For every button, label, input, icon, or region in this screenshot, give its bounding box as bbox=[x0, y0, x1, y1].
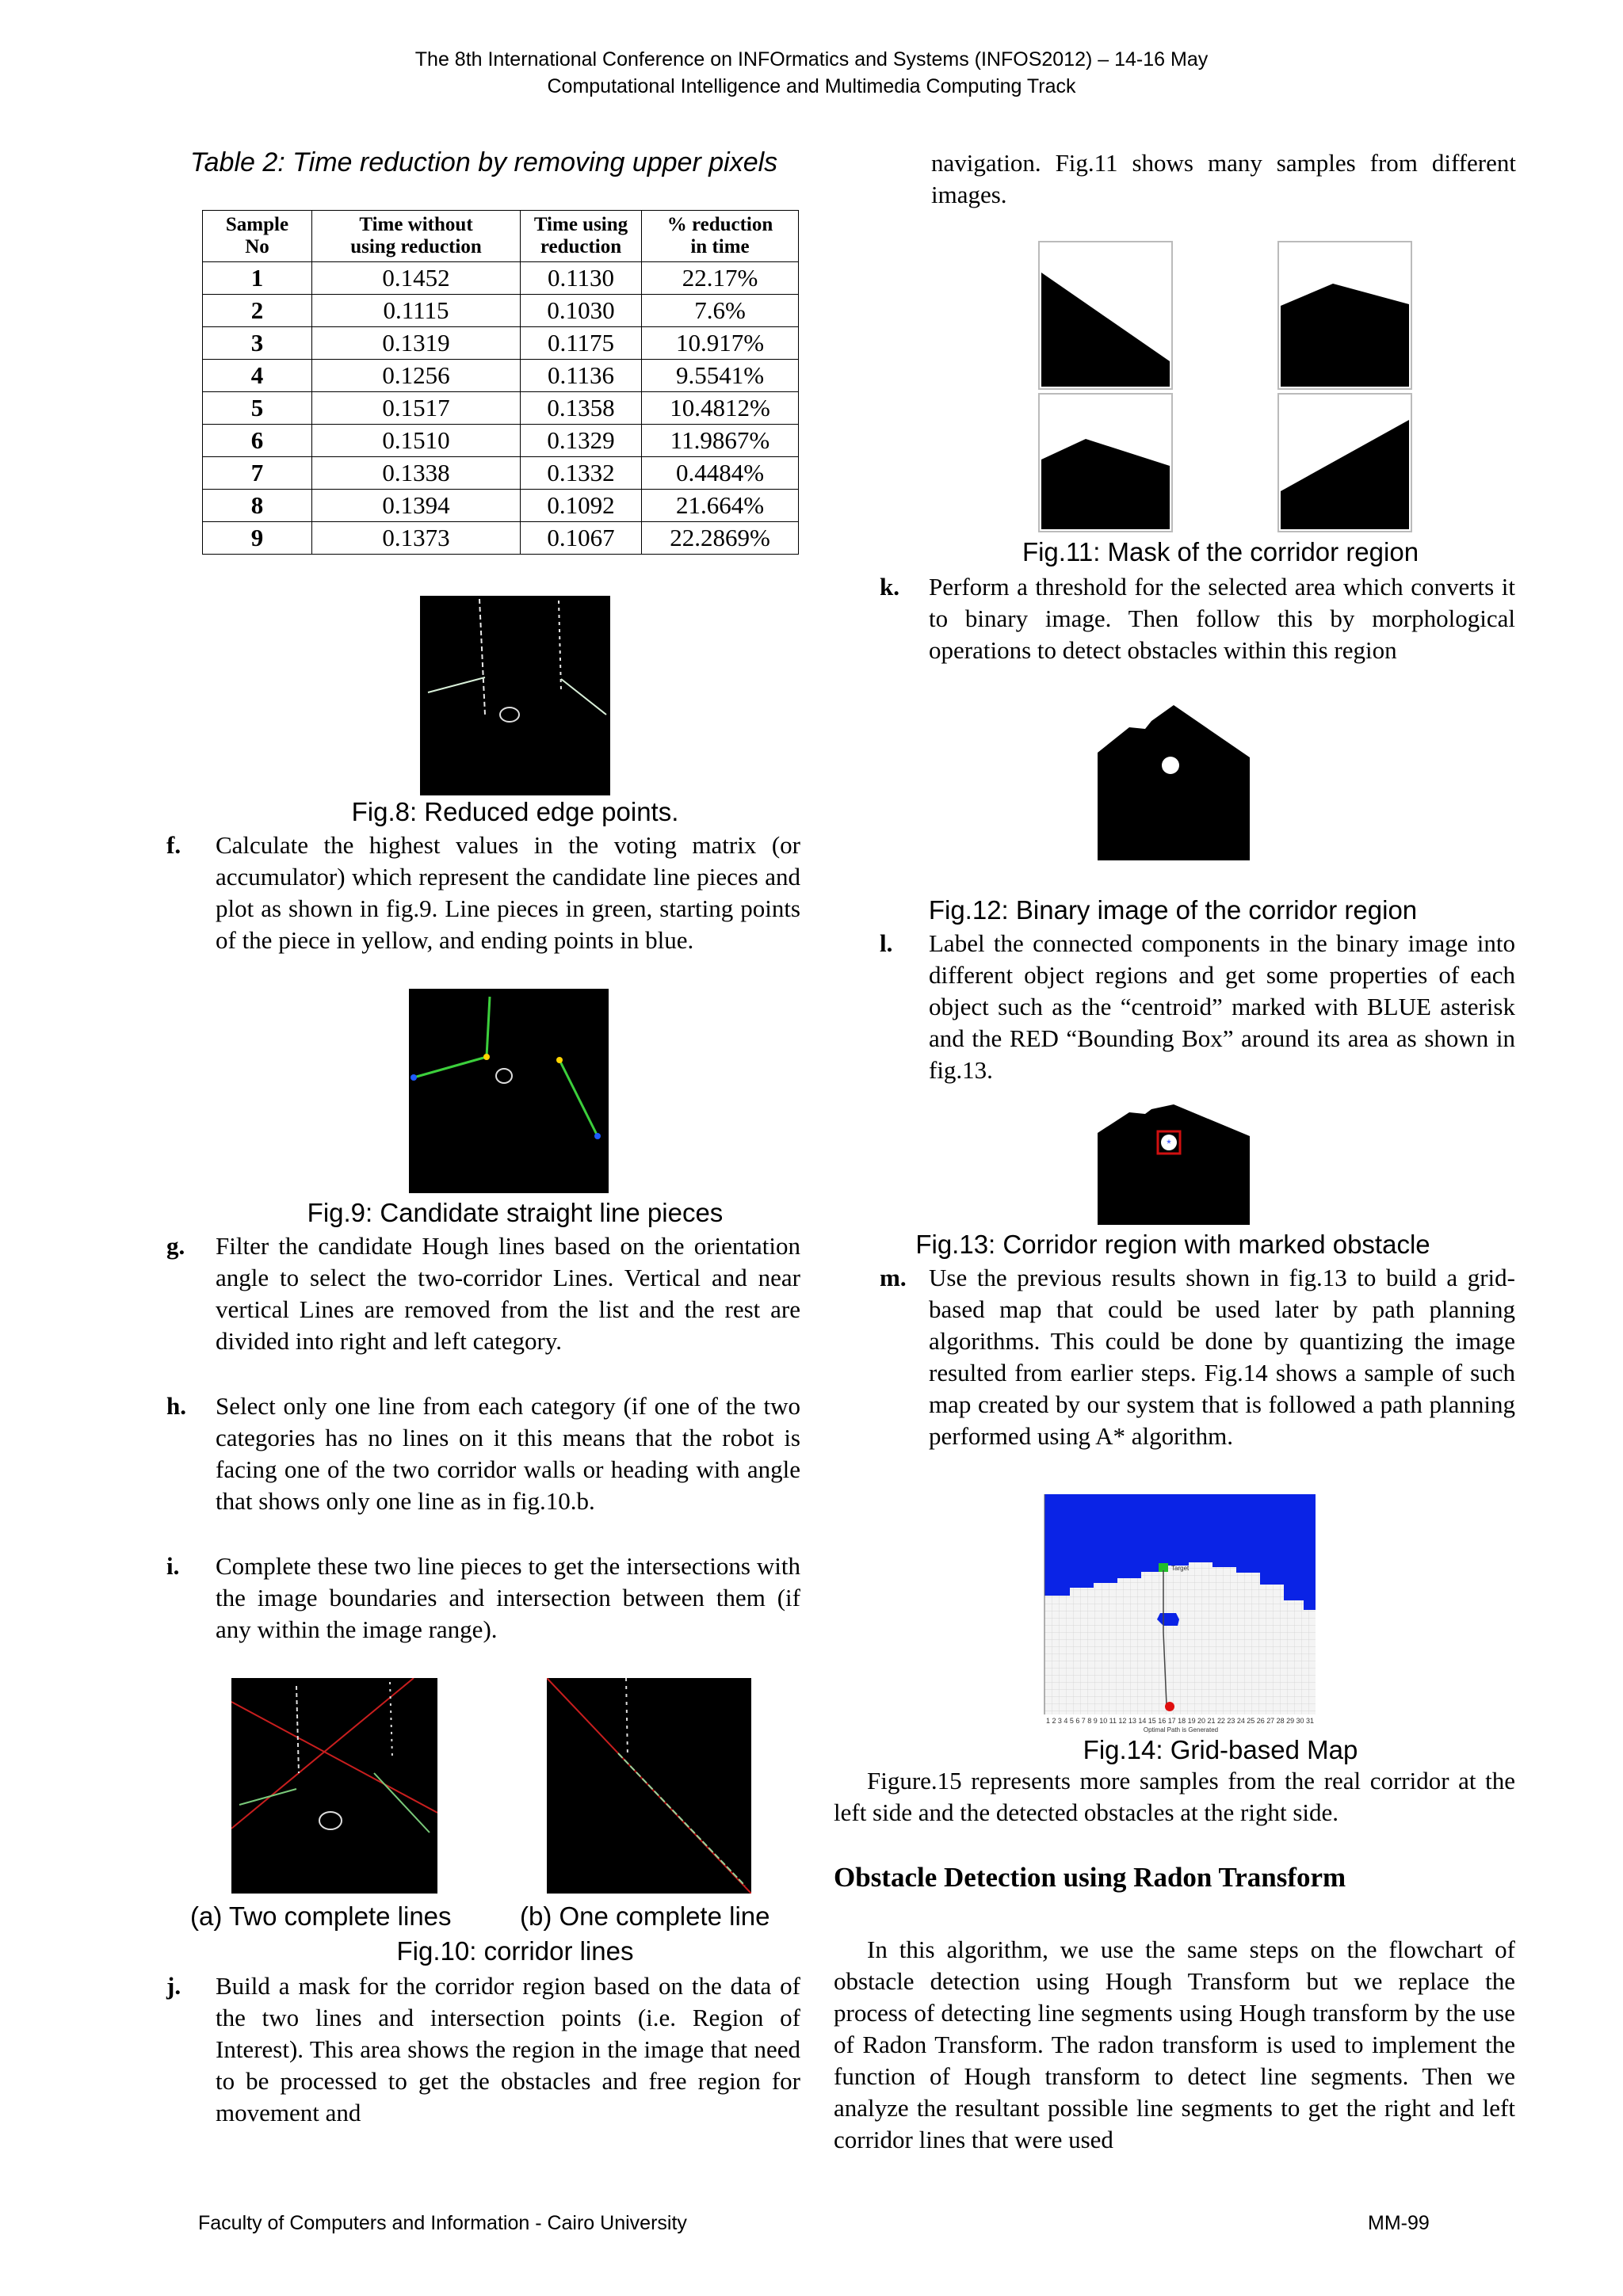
table-row bbox=[203, 490, 799, 522]
table-cell: 21.664% bbox=[642, 490, 799, 522]
fig8-edge-image bbox=[420, 596, 610, 795]
fig11-caption: Fig.11: Mask of the corridor region bbox=[1022, 537, 1419, 566]
fig9-caption: Fig.9: Candidate straight line pieces bbox=[307, 1198, 724, 1227]
table-cell: 4 bbox=[203, 360, 312, 392]
table-cell: 0.1452 bbox=[312, 262, 521, 295]
table-cell: 0.1175 bbox=[521, 327, 642, 360]
table-cell: 8 bbox=[203, 490, 312, 522]
table-row bbox=[203, 457, 799, 490]
table-cell: 0.4484% bbox=[642, 457, 799, 490]
table-cell: 1 bbox=[203, 262, 312, 295]
fig11-mask-1 bbox=[1038, 241, 1173, 390]
list-item-l: l. Label the connected components in the binary image into different object regions and get some properties of each object such as the “centroid” marked with BLUE asterisk and the RED “Bounding Box” around its area as shown in fig.13. bbox=[880, 929, 1515, 1084]
table-cell: 10.4812% bbox=[642, 392, 799, 425]
table-header-row bbox=[203, 211, 799, 262]
fig13-caption: Fig.13: Corridor region with marked obstacle bbox=[915, 1230, 1430, 1259]
table-cell: 0.1517 bbox=[312, 392, 521, 425]
fig13-marked-obstacle-image bbox=[1098, 1104, 1250, 1225]
table-cell: 22.17% bbox=[642, 262, 799, 295]
col-header-reduction: % reduction in time bbox=[642, 211, 799, 262]
right-intro-paragraph: navigation. Fig.11 shows many samples from different images. bbox=[931, 149, 1516, 208]
table-cell: 0.1136 bbox=[521, 360, 642, 392]
list-item-m: m. Use the previous results shown in fig.13 to build a grid-based map that could be used later by path planning algorithms. This could be done by quantizing the image resulted from earlier steps. Fig.14 shows a sample of such map created by our system that is followed a path planning performed using A* algorithm. bbox=[880, 1264, 1515, 1450]
fig10-caption: Fig.10: corridor lines bbox=[396, 1936, 634, 1966]
fig11-mask-4 bbox=[1277, 393, 1412, 532]
table-cell: 0.1510 bbox=[312, 425, 521, 457]
table-cell: 9.5541% bbox=[642, 360, 799, 392]
table-row bbox=[203, 360, 799, 392]
table-cell: 0.1373 bbox=[312, 522, 521, 555]
page-header bbox=[0, 46, 1623, 100]
list-item-j: j. Build a mask for the corridor region based on the data of the two lines and intersection points (i.e. Region of Interest). This area shows the region in the image that need to be processed to get the obstacles and free region for movement and bbox=[166, 1972, 800, 2126]
list-item-k: k. Perform a threshold for the selected area which converts it to binary image. Then follow this by morphological operations to detect obstacles within this region bbox=[880, 573, 1515, 664]
table-row bbox=[203, 262, 799, 295]
list-item-h: h. Select only one line from each category (if one of the two categories has no lines on it this means that the robot is facing one of the two corridor walls or heading with angle that shows only one line as in fig.10.b. bbox=[166, 1392, 800, 1515]
fig12-binary-image bbox=[1098, 705, 1250, 860]
list-item-g: g. Filter the candidate Hough lines based on the orientation angle to select the two-corridor Lines. Vertical and near vertical Lines are removed from the list and the rest are divided into right and left category. bbox=[166, 1232, 800, 1355]
fig9-line-pieces-image bbox=[409, 989, 609, 1193]
fig11-mask-2 bbox=[1277, 241, 1412, 390]
table-cell: 0.1394 bbox=[312, 490, 521, 522]
table-row bbox=[203, 522, 799, 555]
table-row bbox=[203, 327, 799, 360]
table-cell: 7.6% bbox=[642, 295, 799, 327]
conference-title: The 8th International Conference on INFOrmatics and Systems (INFOS2012) – 14-16 May bbox=[414, 48, 1209, 71]
col-header-time-without: Time without using reduction bbox=[312, 211, 521, 262]
fig14-target-label: Target bbox=[1171, 1565, 1190, 1572]
table-cell: 11.9867% bbox=[642, 425, 799, 457]
svg-text:*: * bbox=[1167, 1137, 1171, 1150]
fig14-axis-numbers: 1 2 3 4 5 6 7 8 9 10 11 12 13 14 15 16 17 18 19 20 21 22 23 24 25 26 27 28 29 30 31 bbox=[1046, 1717, 1314, 1725]
fig14-status-text: Optimal Path is Generated bbox=[1143, 1726, 1219, 1733]
list-item-i: i. Complete these two line pieces to get the intersections with the image boundaries and intersection between them (if any within the image range). bbox=[166, 1552, 800, 1643]
table-row bbox=[203, 295, 799, 327]
section-paragraph: In this algorithm, we use the same steps on the flowchart of obstacle detection using Hough Transform but we replace the process of detecting line segments using Hough transform by the use of Radon Transform. The radon transform is used to implement the function of Hough transform to detect line segments. Then we analyze the resultant possible line segments to get the right and left corridor lines that were used bbox=[834, 1936, 1515, 2153]
table-cell: 0.1092 bbox=[521, 490, 642, 522]
fig12-caption: Fig.12: Binary image of the corridor region bbox=[928, 895, 1418, 925]
track-title: Computational Intelligence and Multimedia Computing Track bbox=[547, 75, 1076, 97]
fig10b-caption: (b) One complete line bbox=[520, 1901, 770, 1931]
fig14-caption: Fig.14: Grid-based Map bbox=[1083, 1735, 1358, 1764]
table-cell: 10.917% bbox=[642, 327, 799, 360]
col-header-time-using: Time using reduction bbox=[521, 211, 642, 262]
footer-affiliation: Faculty of Computers and Information - Cairo University bbox=[198, 2212, 687, 2234]
fig10a-two-lines-image bbox=[231, 1678, 437, 1894]
table-cell: 5 bbox=[203, 392, 312, 425]
page-number: MM-99 bbox=[1368, 2212, 1430, 2234]
fig10b-one-line-image bbox=[547, 1678, 751, 1894]
table-cell: 0.1115 bbox=[312, 295, 521, 327]
table-cell: 3 bbox=[203, 327, 312, 360]
table-cell: 0.1130 bbox=[521, 262, 642, 295]
table-cell: 22.2869% bbox=[642, 522, 799, 555]
table-cell: 0.1338 bbox=[312, 457, 521, 490]
table-cell: 9 bbox=[203, 522, 312, 555]
col-header-sample: Sample No bbox=[203, 211, 312, 262]
table-cell: 6 bbox=[203, 425, 312, 457]
fig11-mask-3 bbox=[1038, 393, 1173, 532]
table-cell: 2 bbox=[203, 295, 312, 327]
table-cell: 0.1030 bbox=[521, 295, 642, 327]
table-cell: 0.1358 bbox=[521, 392, 642, 425]
time-reduction-table bbox=[202, 210, 799, 555]
table-cell: 7 bbox=[203, 457, 312, 490]
fig8-caption: Fig.8: Reduced edge points. bbox=[351, 797, 679, 826]
fig10a-caption: (a) Two complete lines bbox=[190, 1901, 452, 1931]
table-cell: 0.1319 bbox=[312, 327, 521, 360]
table-row bbox=[203, 425, 799, 457]
table-cell: 0.1256 bbox=[312, 360, 521, 392]
table-cell: 0.1329 bbox=[521, 425, 642, 457]
table-cell: 0.1332 bbox=[521, 457, 642, 490]
table-cell: 0.1067 bbox=[521, 522, 642, 555]
table-row bbox=[203, 392, 799, 425]
section-heading: Obstacle Detection using Radon Transform bbox=[834, 1862, 1346, 1893]
fig15-paragraph: Figure.15 represents more samples from the real corridor at the left side and the detected obstacles at the right side. bbox=[834, 1767, 1515, 1826]
table-title: Table 2: Time reduction by removing upper pixels bbox=[190, 147, 778, 177]
list-item-f: f. Calculate the highest values in the voting matrix (or accumulator) which represent the candidate line pieces and plot as shown in fig.9. Line pieces in green, starting points of the piece in yellow, and ending points in blue. bbox=[166, 831, 800, 954]
fig14-grid-map bbox=[1030, 1489, 1323, 1735]
